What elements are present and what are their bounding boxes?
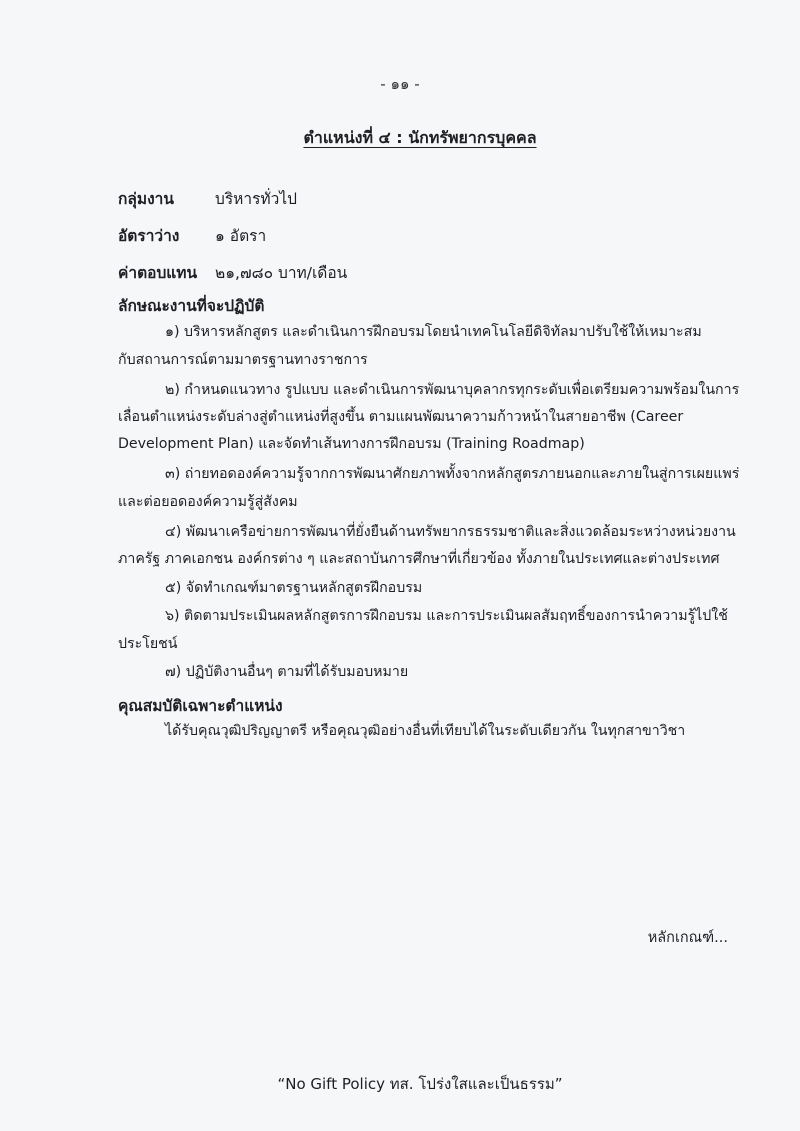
duty-line: ๓) ถ่ายทอดองค์ความรู้จากการพัฒนาศักยภาพทั้งจากหลักสูตรภายนอกและภายในสู่การเผยแพร่ [165,466,740,482]
field-label-vacancy: อัตราว่าง [118,227,180,245]
duty-line: Development Plan) และจัดทำเส้นทางการฝึกอบรม (Training Roadmap) [118,436,585,452]
continuation-text: หลักเกณฑ์... [647,930,728,946]
duty-line: ๕) จัดทำเกณฑ์มาตรฐานหลักสูตรฝึกอบรม [165,580,423,596]
qualification-text: ได้รับคุณวุฒิปริญญาตรี หรือคุณวุฒิอย่างอื่นที่เทียบได้ในระดับเดียวกัน ในทุกสาขาวิชา [165,723,686,739]
field-value-vacancy: ๑ อัตรา [215,227,267,245]
field-value-salary: ๒๑,๗๘๐ บาท/เดือน [215,264,348,282]
duty-line: และต่อยอดองค์ความรู้สู่สังคม [118,494,298,510]
duties-heading: ลักษณะงานที่จะปฏิบัติ [118,297,265,315]
duty-line: ๔) พัฒนาเครือข่ายการพัฒนาที่ยั่งยืนด้านทรัพยากรธรรมชาติและสิ่งแวดล้อมระหว่างหน่วยงาน [165,524,736,540]
page-number: - ๑๑ - [380,75,420,93]
footer-slogan: “No Gift Policy ทส. โปร่งใสและเป็นธรรม” [277,1075,563,1093]
duty-line: ๖) ติดตามประเมินผลหลักสูตรการฝึกอบรม และการประเมินผลสัมฤทธิ์ของการนำความรู้ไปใช้ [165,608,728,624]
qualification-heading: คุณสมบัติเฉพาะตำแหน่ง [118,697,283,715]
duty-line: ๑) บริหารหลักสูตร และดำเนินการฝึกอบรมโดยนำเทคโนโลยีดิจิทัลมาปรับใช้ให้เหมาะสม [165,324,702,340]
duty-line: ๗) ปฏิบัติงานอื่นๆ ตามที่ได้รับมอบหมาย [165,664,409,680]
duty-line: เลื่อนตำแหน่งระดับล่างสู่ตำแหน่งที่สูงขึ้น ตามแผนพัฒนาความก้าวหน้าในสายอาชีพ (Career [118,409,684,425]
position-title: ตำแหน่งที่ ๔ : นักทรัพยากรบุคคล [303,128,537,147]
duty-line: ภาครัฐ ภาคเอกชน องค์กรต่าง ๆ และสถาบันการศึกษาที่เกี่ยวข้อง ทั้งภายในประเทศและต่างประเทศ [118,551,720,567]
duty-line: ประโยชน์ [118,636,178,652]
field-value-work-group: บริหารทั่วไป [215,190,297,208]
duty-line: ๒) กำหนดแนวทาง รูปแบบ และดำเนินการพัฒนาบุคลากรทุกระดับเพื่อเตรียมความพร้อมในการ [165,382,740,398]
field-label-salary: ค่าตอบแทน [118,264,198,282]
field-label-work-group: กลุ่มงาน [118,190,174,208]
duty-line: กับสถานการณ์ตามมาตรฐานทางราชการ [118,352,368,368]
